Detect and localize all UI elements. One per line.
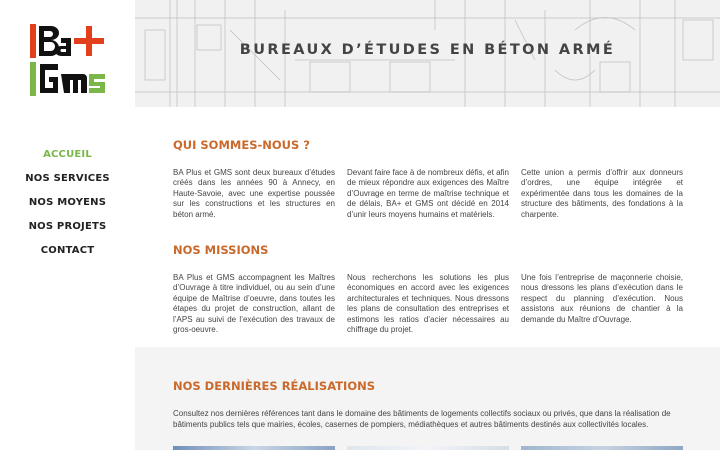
- realisation-thumbnail[interactable]: [521, 446, 683, 450]
- section-title-who: QUI SOMMES-NOUS ?: [173, 138, 310, 152]
- logo-graphic: [28, 22, 108, 98]
- nav-item-contact[interactable]: CONTACT: [40, 245, 95, 256]
- nav-item-nos-services[interactable]: NOS SERVICES: [25, 173, 110, 184]
- missions-text-col-3: Une fois l’entreprise de maçonnerie choisie, nous dressons les plans d’exécution dans le respect du planning d’exécution. Nous assistons aux réunions de chantier à la demande du Maître d’Ouvrage.: [521, 273, 683, 324]
- section-title-missions: NOS MISSIONS: [173, 243, 269, 257]
- nav-item-accueil[interactable]: ACCUEIL: [43, 149, 92, 160]
- main-nav: [0, 143, 135, 263]
- missions-text-col-1: BA Plus et GMS accompagnent les Maîtres d’Ouvrage à titre individuel, ou au sein d’une équipe de Maîtrise d’oeuvre, dans toutes les étapes du projet de construction, allant de l’APS au suivi de l’exécution des travaux de gros-oeuvre.: [173, 273, 335, 335]
- realisations-section: [135, 347, 720, 450]
- logo[interactable]: [28, 22, 108, 98]
- realisation-thumbnail[interactable]: [347, 446, 509, 450]
- who-text-col-1: BA Plus et GMS sont deux bureaux d’études créés dans les années 90 à Annecy, en Haute-Savoie, avec une expertise poussée sur les constructions et les structures en béton armé.: [173, 168, 335, 219]
- page-title: BUREAUX D’ÉTUDES EN BÉTON ARMÉ: [239, 42, 616, 58]
- nav-item-nos-projets[interactable]: NOS PROJETS: [28, 221, 107, 232]
- missions-text-col-2: Nous recherchons les solutions les plus économiques en accord avec les exigences architecturales et techniques. Nous dressons les plans de consultation des entreprises et estimons les ratios d’acier nécessaires au chiffrage du projet.: [347, 273, 509, 335]
- missions-columns: [173, 273, 683, 335]
- realisations-text: Consultez nos dernières références tant dans le domaine des bâtiments de logements collectifs sociaux ou privés, que dans la réalisation de bâtiments publics tels que mairies, écoles, casernes de pompiers, médiathèques et autres bâtiments destinés aux collectivités locales.: [173, 409, 671, 429]
- sidebar: [0, 0, 135, 450]
- header-banner: [135, 0, 720, 107]
- nav-item-nos-moyens[interactable]: NOS MOYENS: [28, 197, 107, 208]
- section-title-realisations: NOS DERNIÈRES RÉALISATIONS: [173, 379, 376, 393]
- who-text-col-2: Devant faire face à de nombreux défis, et afin de mieux répondre aux exigences des Maître d’Ouvrage en terme de maîtrise technique et de délais, BA+ et GMS ont décidé en 2014 d’unir leurs moyens humains et matériels.: [347, 168, 509, 219]
- who-columns: [173, 168, 683, 220]
- realisation-thumbnail[interactable]: [173, 446, 335, 450]
- who-text-col-3: Cette union a permis d’offrir aux donneurs d’ordres, une équipe intégrée et expérimentée dans tous les domaines de la structure des bâtiments, des fondations à la charpente.: [521, 168, 683, 219]
- realisations-thumbnails: [173, 446, 683, 450]
